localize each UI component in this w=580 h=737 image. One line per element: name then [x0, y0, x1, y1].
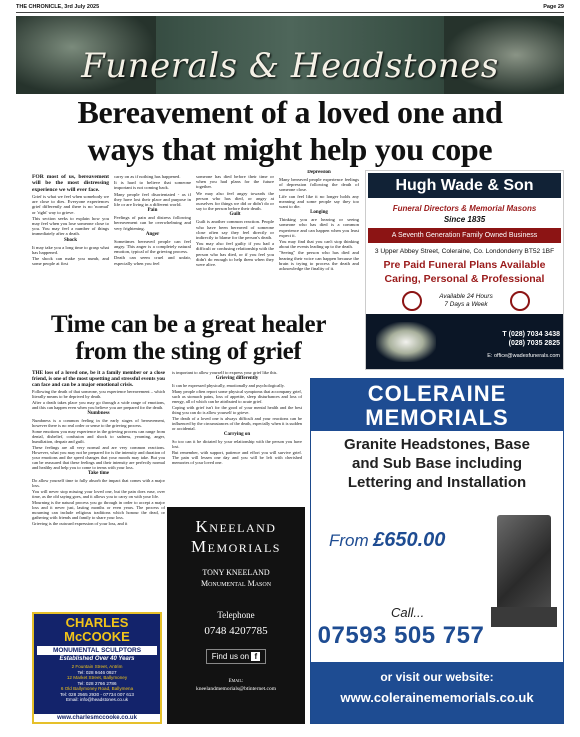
article1-col3 [196, 174, 274, 308]
article2-subhead: Grieving differently [215, 376, 259, 381]
hugh-wade-address: 3 Upper Abbey Street, Coleraine, Co. Londonderry BT52 1BF [374, 248, 555, 255]
coleraine-description [311, 435, 563, 492]
hugh-wade-bar: A Seventh Generation Family Owned Business [368, 228, 561, 243]
article2-text: But remember, with support, patience and effort you will survive grief. The pain will lessen one day and you will be left with cherished memories of your loved one. [172, 450, 302, 465]
article2-lead: THE loss of a loved one, be it a family member or a close friend, is one of the most upsetting and stressful events you can face and can be a major emotional crisis. [32, 370, 165, 388]
coleraine-desc-1: Granite Headstones, Base [344, 436, 530, 453]
price-value: £650.00 [373, 529, 446, 551]
article1-text: You may find that you can't stop thinking about the events leading up to the death. [279, 239, 359, 250]
article2-text: Mourning is the natural process you go through in order to accept a major loss and it never just, lasting months or even years. The process of mourning can include religious traditions which honour the dead, or gathering with friends and family to share your loss. [32, 500, 165, 520]
article2-text: After a death takes place you may go through a wide range of emotions, and this can happen even when you believe you are prepared for the death. [32, 400, 165, 410]
article1-text: This section seeks to explain how you may feel when you lose someone close to you. You may feel a number of things immediately after a death. [32, 215, 109, 237]
mccooke-tel-3: Tel: 028 2565 2930 - 07734 007 613 [60, 691, 134, 697]
article1-text: carry on as if nothing has happened. [114, 174, 181, 179]
availability-line-1: Available 24 Hours [439, 293, 493, 300]
banner-title: Funerals & Headstones [81, 46, 499, 86]
headline-line-2: from the sting of grief [75, 338, 302, 365]
article1-text: Sometimes bereaved people can feel angry. This anger is a completely natural emotion, typical of the grieving process. [114, 238, 191, 255]
article1-lead: FOR most of us, bereavement will be the most distressing experience we will ever face. [32, 174, 109, 193]
ad-charles-mccooke [32, 612, 162, 724]
article2-text: The death of a loved one is always difficult and your reactions can be influenced by the circumstances of the death, especially when it is sudden or accidental. [172, 416, 302, 431]
hugh-wade-tel2: (028) 7035 2825 [508, 340, 560, 347]
coleraine-desc-2: and Sub Base including [351, 455, 523, 472]
facebook-link[interactable] [206, 649, 267, 664]
article1-text: Death can seem cruel and unfair, especially when you feel [114, 255, 191, 266]
article2-text: It can be expressed physically, emotionally and psychologically. [172, 383, 285, 388]
coleraine-phone: 07593 505 757 [317, 622, 485, 649]
headline-time [16, 311, 361, 367]
ad-hugh-wade [365, 170, 564, 370]
hugh-wade-email: E: office@wadesfunerals.com [487, 353, 560, 359]
article1-text: someone has died before their time or when you had plans for the future together. [196, 174, 274, 190]
article1-col1 [32, 174, 109, 308]
coleraine-website: www.colerainememorials.co.uk [340, 690, 534, 705]
article1-text: Life can feel like it no longer holds any meaning and some people say they too want to die. [279, 193, 359, 210]
article1-text: It may take you a long time to grasp what has happened. [32, 244, 109, 255]
headline-line-2: ways that might help you cope [87, 131, 493, 167]
hugh-wade-plans: Pre Paid Funeral Plans Available [383, 259, 546, 271]
article2-col1 [32, 370, 165, 610]
ad-kneeland [167, 507, 305, 724]
kneeland-name-1: Kneeland [195, 517, 277, 536]
article1-subhead: Anger [145, 231, 160, 237]
hugh-wade-caring: Caring, Personal & Professional [384, 273, 545, 285]
mccooke-tel-1: Tel: 028 9446 0927 [77, 669, 117, 675]
mccooke-address-3: 6 Old Ballymoney Road, Ballymena [60, 686, 134, 691]
mccooke-email: Email: info@headstones.co.uk [65, 697, 129, 702]
kneeland-name-2: Memorials [191, 537, 281, 556]
mccooke-address-1: 2 Fountain Street, Antrim [71, 664, 123, 669]
article1-text: Grief is what we feel when somebody we are close to dies. Everyone experiences grief differently and there is no 'normal' or 'right' way to grieve. [32, 193, 109, 215]
mccooke-tel-2: Tel: 028 2766 2786 [77, 680, 117, 686]
coleraine-title-1: COLERAINE [367, 381, 507, 406]
hugh-wade-since: Since 1835 [443, 215, 486, 224]
article1-text: Thinking you are hearing or seeing someone who has died is a common experience and can happen when you least expect it. [279, 217, 359, 238]
article1-col2 [114, 174, 191, 308]
article1-text: We may also feel angry towards the person who has died, or angry at ourselves for things we did or didn't do or say to the person before their death. [196, 190, 274, 212]
mccooke-website: www.charlesmccooke.co.uk [34, 714, 160, 722]
headstone-image [489, 509, 559, 659]
article1-text: Guilt is another common reaction. People who have been bereaved of someone close often say they feel directly or indirectly to blame for the person's death. [196, 219, 274, 241]
mccooke-established: Established Over 40 Years [59, 656, 135, 662]
coleraine-price [329, 529, 489, 552]
article2-subhead: Take time [87, 471, 110, 476]
article1-col4 [279, 170, 359, 302]
article1-subhead: Longing [310, 210, 328, 216]
article2-text: Numbness is a common feeling in the early stages of bereavement, however there is no real order or sense to the grieving process. [32, 418, 165, 428]
article2-text: Grieving is the outward expression of your loss, and it [32, 521, 128, 526]
headstone-top [497, 515, 551, 607]
kneeland-tel: 0748 4207785 [204, 625, 268, 637]
article1-text: "Seeing" the person who has died and hearing their voice can happen because the brain is trying to process the death and acknowledge the finality of it. [279, 250, 359, 272]
article2-text: So too can it be dictated by your relationship with the person you have lost. [172, 439, 302, 449]
hugh-wade-tagline: Funeral Directors & Memorial Masons [392, 204, 537, 213]
headline-line-1: Bereavement of a loved one and [77, 94, 503, 130]
article2-text: You will never stop missing your loved one, but the pain does ease, over time, as the old saying goes, and it allows you to carry on with your life. [32, 489, 165, 499]
mccooke-name-2: McCOOKE [64, 629, 130, 644]
article1-subhead: Pain [147, 208, 158, 214]
availability-line-2: 7 Days a Week [444, 301, 488, 308]
article1-text: Many bereaved people experience feelings of depression following the death of someone close. [279, 177, 359, 193]
coleraine-footer [311, 662, 563, 723]
coleraine-header [311, 379, 563, 431]
kneeland-role: Monumental Mason [200, 579, 272, 588]
kneeland-email: kneelandmemorials@btinternet.com [195, 686, 277, 693]
article1-text: You may also feel guilty if you had a difficult or confusing relationship with the person who has died, or if you feel you didn't do enough to help them when they were alive. [196, 241, 274, 268]
kneeland-tel-label: Telephone [217, 610, 255, 620]
hugh-wade-title: Hugh Wade & Son [368, 173, 561, 198]
article1-text: Feelings of pain and distress following bereavement can be overwhelming and very frightening. [114, 215, 191, 231]
section-banner [16, 16, 564, 94]
article1-text: The shock can make you numb, and some people at first [32, 255, 109, 267]
hugh-wade-tel1: T (028) 7034 3438 [502, 331, 560, 338]
facebook-icon: f [251, 652, 260, 661]
article2-col2 [172, 370, 302, 503]
article1-subhead: Shock [63, 237, 78, 243]
article2-text: Some emotions you may experience in the grieving process can range from denial, disbelief, confusion and shock to sadness, yearning, anger, humiliation, despair and guilt. [32, 429, 165, 444]
crest-icon [402, 291, 422, 311]
kneeland-person: TONY KNEELAND [202, 568, 270, 577]
hugh-wade-availability [426, 293, 506, 309]
article1-text: It is hard to believe that someone important is not coming back. [114, 180, 191, 191]
article2-text: is important to allow yourself to express your grief like this. [172, 370, 278, 375]
coleraine-visit: or visit our website: [380, 670, 494, 684]
facebook-label: Find us on [211, 652, 250, 661]
page-header [16, 4, 564, 13]
article1-text: Many people feel disorientated - as if they have lost their place and purpose in life or are living in a different world. [114, 191, 191, 208]
lily-flower-image [376, 322, 436, 362]
mccooke-name-1: CHARLES [65, 615, 129, 630]
coleraine-title-2: MEMORIALS [365, 405, 509, 430]
article2-text: Many people often report some physical symptoms that accompany grief, such as stomach pains, loss of appetite, sleep disturbances and loss of energy, all of which can be attributed to acute grief. [172, 389, 302, 404]
article2-subhead: Carrying on [223, 432, 251, 437]
page-number: Page 29 [543, 4, 564, 10]
article2-text: These feelings are all very normal and are very common reactions. However, what you may not be prepared for is the intensity and duration of your emotions and the speed changes that your moods may take. But you can be reassured that these feelings and their intensity are perfectly normal and healthy and help you to come to terms with your loss. [32, 445, 165, 470]
mccooke-address-2: 12 Market Street, Ballymoney [66, 675, 128, 680]
article2-text: Do allow yourself time to fully absorb the impact that comes with a major loss. [32, 478, 165, 488]
crest-icon [510, 291, 530, 311]
headline-bereavement [16, 94, 564, 170]
paper-date: THE CHRONICLE, 3rd July 2025 [16, 4, 100, 10]
article2-text: Following the death of that someone, you experience bereavement – which literally means to be deprived by death. [32, 389, 165, 399]
kneeland-email-label: Email: [228, 679, 244, 685]
coleraine-desc-3: Lettering and Installation [347, 474, 527, 491]
article2-subhead: Numbness [87, 411, 110, 416]
ad-coleraine-memorials [310, 378, 564, 724]
article2-text: Coping with grief isn't for the good of your mental health and the best thing you can do is allow yourself to grieve. [172, 405, 302, 415]
mccooke-sub: MONUMENTAL SCULPTORS [37, 646, 157, 655]
headstone-base [491, 607, 557, 627]
price-from: From [329, 531, 369, 550]
coleraine-call: Call... [391, 605, 425, 620]
article1-subhead: Guilt [229, 212, 241, 218]
hugh-wade-footer [366, 314, 563, 369]
article1-subhead: Depression [307, 170, 331, 175]
headline-line-1: Time can be a great healer [50, 311, 327, 338]
